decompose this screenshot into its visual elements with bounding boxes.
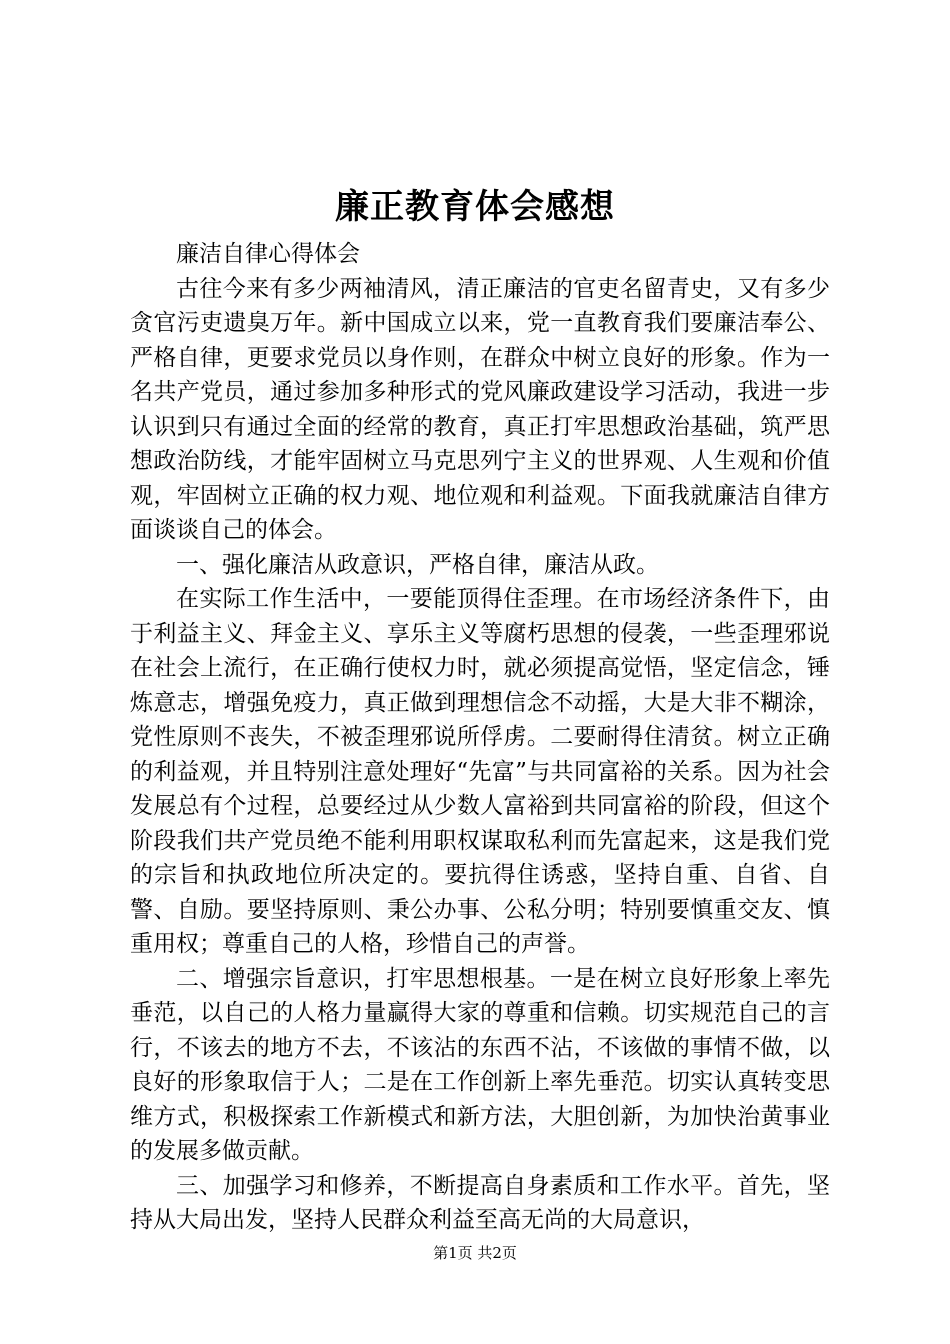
paragraph-intro: 古往今来有多少两袖清风，清正廉洁的官吏名留青史，又有多少贪官污吏遗臭万年。新中国成立以来，党一直教育我们要廉洁奉公、严格自律，更要求党员以身作则，在群众中树立良好的形象。作为一名共产党员，通过参加多种形式的党风廉政建设学习活动，我进一步认识到只有通过全面的经常的教育，真正打牢思想政治基础，筑严思想政治防线，才能牢固树立马克思列宁主义的世界观、人生观和价值观，牢固树立正确的权力观、地位观和利益观。下面我就廉洁自律方面谈谈自己的体会。	[130, 275, 830, 543]
document-body	[130, 237, 830, 1238]
page-footer: 第1页 共2页	[433, 1244, 517, 1262]
section-heading-1: 一、强化廉洁从政意识，严格自律，廉洁从政。	[176, 551, 659, 578]
paragraph-section-2: 二、增强宗旨意识，打牢思想根基。一是在树立良好形象上率先垂范，以自己的人格力量赢得大家的尊重和信赖。切实规范自己的言行，不该去的地方不去，不该沾的东西不沾，不该做的事情不做，以良好的形象取信于人；二是在工作创新上率先垂范。切实认真转变思维方式，积极探索工作新模式和新方法，大胆创新，为加快治黄事业的发展多做贡献。	[130, 965, 830, 1164]
paragraph-section-3: 三、加强学习和修养，不断提高自身素质和工作水平。首先，坚持从大局出发，坚持人民群众利益至高无尚的大局意识，	[130, 1172, 830, 1233]
document-title: 廉正教育体会感想	[335, 187, 615, 227]
document-subtitle: 廉洁自律心得体会	[176, 241, 360, 267]
paragraph-section-1: 在实际工作生活中，一要能顶得住歪理。在市场经济条件下，由于利益主义、拜金主义、享乐主义等腐朽思想的侵袭，一些歪理邪说在社会上流行，在正确行使权力时，就必须提高觉悟，坚定信念，锤炼意志，增强免疫力，真正做到理想信念不动摇，大是大非不糊涂，党性原则不丧失，不被歪理邪说所俘虏。二要耐得住清贫。树立正确的利益观，并且特别注意处理好“先富”与共同富裕的关系。因为社会发展总有个过程，总要经过从少数人富裕到共同富裕的阶段，但这个阶段我们共产党员绝不能利用职权谋取私利而先富起来，这是我们党的宗旨和执政地位所决定的。要抗得住诱惑，坚持自重、自省、自警、自励。要坚持原则、秉公办事、公私分明；特别要慎重交友、慎重用权；尊重自己的人格，珍惜自己的声誉。	[130, 586, 830, 957]
